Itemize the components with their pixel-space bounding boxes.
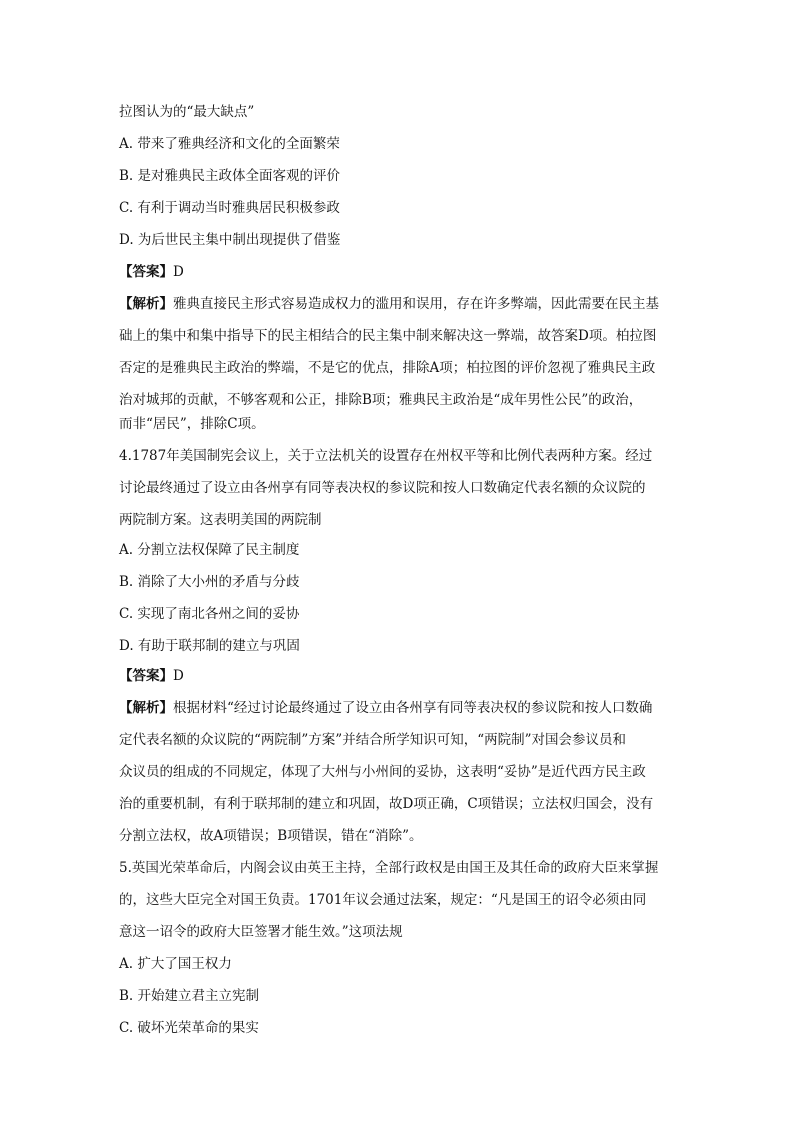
- q3-analysis-line-5: 而非“居民”，排除C项。: [119, 416, 265, 432]
- q3-answer-value: D: [173, 264, 184, 280]
- q3-option-c: C. 有利于调动当时雅典居民积极参政: [119, 200, 340, 216]
- q4-analysis-line-4: 治的重要机制，有利于联邦制的建立和巩固，故D项正确，C项错误；立法权归国会，没有: [119, 796, 654, 812]
- q4-option-a: A. 分割立法权保障了民主制度: [119, 542, 300, 558]
- q4-option-b: B. 消除了大小州的矛盾与分歧: [119, 574, 300, 590]
- q3-analysis-line-1: 【解析】雅典直接民主形式容易造成权力的滥用和误用，存在许多弊端，因此需要在民主基: [119, 296, 659, 312]
- q3-analysis-line-4: 治对城邦的贡献，不够客观和公正，排除B项；雅典民主政治是“成年男性公民”的政治，: [119, 392, 643, 408]
- q4-analysis-line-3: 众议员的组成的不同规定，体现了大州与小州间的妥协，这表明“妥协”是近代西方民主政: [119, 764, 646, 780]
- q4-analysis-line-2: 定代表名额的众议院的“两院制”方案”并结合所学知识可知，“两院制”对国会参议员和: [119, 732, 627, 748]
- q3-analysis-line-2: 础上的集中和集中指导下的民主相结合的民主集中制来解决这一弊端，故答案D项。柏拉图: [119, 328, 657, 344]
- q4-answer: [119, 666, 184, 686]
- q3-analysis-label: 【解析】: [119, 296, 173, 312]
- q4-analysis-label: 【解析】: [119, 700, 173, 716]
- q4-stem-line-2: 讨论最终通过了设立由各州享有同等表决权的参议院和按人口数确定代表名额的众议院的: [119, 480, 646, 496]
- q4-stem-line-1: 4.1787年美国制宪会议上，关于立法机关的设置存在州权平等和比例代表两种方案。经过: [119, 448, 653, 464]
- q3-analysis-line-3: 否定的是雅典民主政治的弊端，不是它的优点，排除A项；柏拉图的评价忽视了雅典民主政: [119, 360, 656, 376]
- q4-analysis-line-5: 分割立法权，故A项错误；B项错误，错在“消除”。: [119, 828, 423, 844]
- q4-stem-line-3: 两院制方案。这表明美国的两院制: [119, 512, 322, 528]
- q5-option-a: A. 扩大了国王权力: [119, 956, 232, 972]
- q4-analysis-line-1: 【解析】根据材料“经过讨论最终通过了设立由各州享有同等表决权的参议院和按人口数确: [119, 700, 653, 716]
- q4-answer-value: D: [173, 668, 184, 684]
- q4-option-c: C. 实现了南北各州之间的妥协: [119, 606, 300, 622]
- q5-option-b: B. 开始建立君主立宪制: [119, 988, 260, 1004]
- q3-option-b: B. 是对雅典民主政体全面客观的评价: [119, 168, 341, 184]
- q5-option-c: C. 破坏光荣革命的果实: [119, 1020, 259, 1036]
- q5-stem-line-2: 的，这些大臣完全对国王负责。1701年议会通过法案，规定：“凡是国王的诏令必须由同: [119, 892, 647, 908]
- q3-answer-label: 【答案】: [119, 264, 173, 280]
- q3-stem-tail: 拉图认为的“最大缺点”: [119, 104, 255, 120]
- q3-option-a: A. 带来了雅典经济和文化的全面繁荣: [119, 136, 340, 152]
- q5-stem-line-1: 5.英国光荣革命后，内阁会议由英王主持，全部行政权是由国王及其任命的政府大臣来掌握: [119, 860, 659, 876]
- q3-option-d: D. 为后世民主集中制出现提供了借鉴: [119, 232, 341, 248]
- q4-option-d: D. 有助于联邦制的建立与巩固: [119, 638, 300, 654]
- q5-stem-line-3: 意这一诏令的政府大臣签署才能生效。”这项法规: [119, 924, 403, 940]
- q3-answer: [119, 262, 184, 282]
- q4-answer-label: 【答案】: [119, 668, 173, 684]
